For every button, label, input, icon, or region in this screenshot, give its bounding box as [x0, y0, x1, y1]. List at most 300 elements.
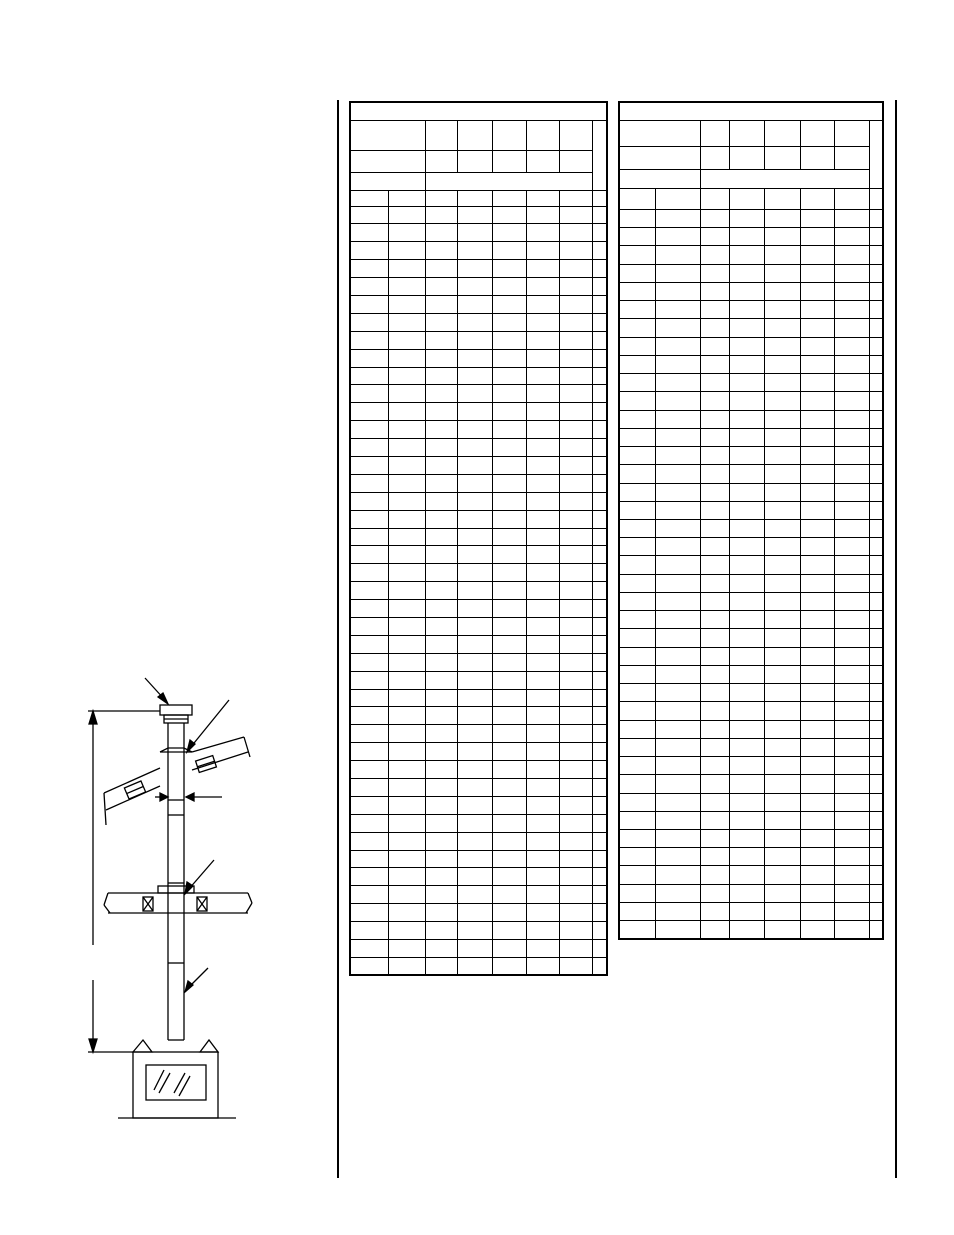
table-cell	[492, 868, 526, 886]
table-cell	[592, 206, 607, 224]
table-cell	[425, 922, 457, 940]
table-cell	[655, 210, 700, 228]
table-row	[350, 492, 607, 510]
table-cell	[425, 940, 457, 958]
table-row	[350, 940, 607, 958]
table-cell	[619, 264, 655, 282]
table-cell	[619, 775, 655, 793]
table-cell	[700, 538, 729, 556]
table-cell	[619, 629, 655, 647]
table-cell	[457, 743, 492, 761]
table-cell	[592, 904, 607, 922]
table-cell	[729, 702, 764, 720]
table-cell	[388, 689, 425, 707]
table-cell	[655, 374, 700, 392]
table-cell	[764, 592, 800, 610]
table-cell	[492, 331, 526, 349]
table-row	[350, 617, 607, 635]
table-cell	[800, 210, 834, 228]
table-row	[619, 684, 883, 702]
table-header-cell	[526, 150, 559, 172]
table-row	[619, 921, 883, 939]
table-cell	[700, 921, 729, 939]
table-header-cell	[800, 121, 834, 146]
table-cell	[526, 707, 559, 725]
table-cell	[457, 403, 492, 421]
table-cell	[457, 707, 492, 725]
table-row	[350, 331, 607, 349]
table-cell	[700, 757, 729, 775]
table-cell	[700, 574, 729, 592]
table-cell	[800, 501, 834, 519]
table-cell	[425, 439, 457, 457]
table-cell	[869, 574, 883, 592]
column-header	[800, 188, 834, 209]
table-cell	[619, 829, 655, 847]
table-cell	[729, 665, 764, 683]
table-row	[350, 796, 607, 814]
table-cell	[700, 902, 729, 920]
table-cell	[729, 884, 764, 902]
table-cell	[619, 374, 655, 392]
table-cell	[492, 671, 526, 689]
table-cell	[492, 617, 526, 635]
table-cell	[700, 738, 729, 756]
table-row	[350, 635, 607, 653]
table-cell	[869, 592, 883, 610]
table-cell	[834, 702, 869, 720]
table-cell	[729, 282, 764, 300]
table-cell	[834, 647, 869, 665]
table-header-cell	[764, 121, 800, 146]
table-row	[619, 337, 883, 355]
table-cell	[388, 385, 425, 403]
table-cell	[834, 210, 869, 228]
table-cell	[800, 793, 834, 811]
table-row	[619, 611, 883, 629]
table-cell	[869, 301, 883, 319]
table-cell	[350, 832, 388, 850]
table-cell	[764, 921, 800, 939]
table-row	[350, 957, 607, 975]
table-cell	[700, 282, 729, 300]
table-cell	[425, 600, 457, 618]
table-cell	[764, 210, 800, 228]
fireplace-unit	[118, 1040, 236, 1118]
table-header-cell	[425, 172, 592, 190]
table-cell	[350, 671, 388, 689]
table-cell	[655, 702, 700, 720]
table-cell	[492, 653, 526, 671]
table-cell	[492, 224, 526, 242]
table-cell	[834, 301, 869, 319]
table-cell	[700, 264, 729, 282]
table-cell	[425, 492, 457, 510]
table-row	[619, 355, 883, 373]
table-cell	[388, 940, 425, 958]
table-header-cell	[619, 146, 700, 169]
table-cell	[869, 629, 883, 647]
table-cell	[559, 278, 592, 296]
table-cell	[388, 582, 425, 600]
table-cell	[800, 775, 834, 793]
table-cell	[619, 355, 655, 373]
table-cell	[492, 278, 526, 296]
column-header	[425, 190, 457, 206]
table-cell	[729, 392, 764, 410]
table-cell	[457, 886, 492, 904]
table-cell	[492, 707, 526, 725]
table-cell	[350, 653, 388, 671]
table-row	[619, 246, 883, 264]
table-cell	[655, 228, 700, 246]
table-cell	[619, 592, 655, 610]
table-cell	[526, 796, 559, 814]
table-cell	[592, 439, 607, 457]
table-cell	[619, 483, 655, 501]
table-cell	[800, 592, 834, 610]
table-cell	[492, 510, 526, 528]
table-cell	[350, 940, 388, 958]
table-cell	[526, 600, 559, 618]
table-cell	[655, 829, 700, 847]
table-cell	[388, 868, 425, 886]
table-cell	[559, 242, 592, 260]
table-cell	[655, 775, 700, 793]
table-cell	[559, 331, 592, 349]
table-cell	[526, 421, 559, 439]
table-cell	[388, 439, 425, 457]
table-cell	[492, 600, 526, 618]
table-cell	[388, 278, 425, 296]
table-cell	[655, 337, 700, 355]
table-cell	[764, 447, 800, 465]
table-cell	[350, 510, 388, 528]
table-cell	[729, 483, 764, 501]
table-cell	[492, 349, 526, 367]
table-cell	[869, 611, 883, 629]
table-cell	[350, 546, 388, 564]
table-cell	[425, 779, 457, 797]
table-cell	[592, 940, 607, 958]
table-row	[619, 757, 883, 775]
table-cell	[425, 868, 457, 886]
table-cell	[388, 957, 425, 975]
table-cell	[559, 439, 592, 457]
table-cell	[800, 848, 834, 866]
table-cell	[834, 866, 869, 884]
table-cell	[592, 492, 607, 510]
table-cell	[526, 850, 559, 868]
table-cell	[526, 546, 559, 564]
table-cell	[800, 282, 834, 300]
table-cell	[388, 904, 425, 922]
table-cell	[350, 600, 388, 618]
table-cell	[834, 793, 869, 811]
table-row	[350, 832, 607, 850]
table-cell	[425, 743, 457, 761]
column-header	[655, 188, 700, 209]
table-row	[350, 439, 607, 457]
table-cell	[619, 501, 655, 519]
table-cell	[834, 574, 869, 592]
table-cell	[800, 921, 834, 939]
table-cell	[800, 483, 834, 501]
table-cell	[559, 850, 592, 868]
table-cell	[700, 848, 729, 866]
table-cell	[457, 725, 492, 743]
table-header-cell	[800, 146, 834, 169]
table-cell	[559, 295, 592, 313]
table-cell	[869, 921, 883, 939]
table-cell	[869, 483, 883, 501]
table-header-cell	[457, 120, 492, 150]
table-cell	[526, 456, 559, 474]
table-cell	[592, 850, 607, 868]
table-cell	[700, 228, 729, 246]
table-cell	[655, 282, 700, 300]
table-cell	[592, 886, 607, 904]
table-cell	[834, 592, 869, 610]
table-cell	[592, 922, 607, 940]
table-row	[350, 600, 607, 618]
table-cell	[457, 957, 492, 975]
table-cell	[526, 278, 559, 296]
table-header-cell	[457, 150, 492, 172]
table-cell	[729, 519, 764, 537]
table-cell	[350, 385, 388, 403]
table-cell	[425, 313, 457, 331]
table-cell	[457, 796, 492, 814]
table-cell	[700, 301, 729, 319]
table-row	[350, 456, 607, 474]
table-cell	[729, 428, 764, 446]
table-cell	[655, 501, 700, 519]
table-cell	[559, 779, 592, 797]
table-cell	[526, 385, 559, 403]
column-header	[388, 190, 425, 206]
table-row	[619, 447, 883, 465]
table-row	[350, 814, 607, 832]
table-cell	[592, 421, 607, 439]
table-cell	[592, 957, 607, 975]
table-cell	[350, 582, 388, 600]
table-cell	[764, 647, 800, 665]
table-cell	[619, 228, 655, 246]
table-header-cell	[834, 146, 869, 169]
table-cell	[764, 738, 800, 756]
table-cell	[350, 779, 388, 797]
table-cell	[729, 793, 764, 811]
table-cell	[834, 757, 869, 775]
table-cell	[800, 392, 834, 410]
table-cell	[700, 428, 729, 446]
table-row	[619, 556, 883, 574]
table-cell	[619, 410, 655, 428]
table-cell	[592, 510, 607, 528]
table-row	[350, 349, 607, 367]
table-cell	[834, 319, 869, 337]
table-cell	[388, 546, 425, 564]
table-row	[350, 224, 607, 242]
table-cell	[592, 617, 607, 635]
table-cell	[834, 665, 869, 683]
table-cell	[559, 922, 592, 940]
table-title	[350, 102, 607, 120]
table-cell	[457, 331, 492, 349]
table-cell	[655, 720, 700, 738]
table-cell	[350, 796, 388, 814]
table-cell	[388, 796, 425, 814]
table-cell	[764, 556, 800, 574]
table-cell	[350, 957, 388, 975]
table-cell	[592, 671, 607, 689]
table-cell	[350, 868, 388, 886]
table-cell	[350, 439, 388, 457]
table-cell	[425, 850, 457, 868]
table-cell	[492, 528, 526, 546]
table-cell	[457, 349, 492, 367]
table-cell	[655, 902, 700, 920]
table-row	[350, 546, 607, 564]
table-cell	[800, 319, 834, 337]
table-cell	[700, 374, 729, 392]
table-cell	[800, 829, 834, 847]
table-cell	[655, 392, 700, 410]
table-cell	[526, 564, 559, 582]
table-cell	[388, 367, 425, 385]
table-cell	[834, 538, 869, 556]
table-row	[619, 629, 883, 647]
table-cell	[592, 456, 607, 474]
table-cell	[800, 902, 834, 920]
table-cell	[592, 814, 607, 832]
table-cell	[388, 421, 425, 439]
table-cell	[729, 319, 764, 337]
table-row	[619, 282, 883, 300]
table-cell	[869, 355, 883, 373]
table-cell	[492, 796, 526, 814]
table-cell	[764, 811, 800, 829]
table-cell	[457, 313, 492, 331]
table-row	[350, 403, 607, 421]
table-cell	[457, 278, 492, 296]
table-cell	[457, 922, 492, 940]
table-cell	[700, 866, 729, 884]
table-cell	[869, 538, 883, 556]
table-row	[619, 483, 883, 501]
table-row	[619, 738, 883, 756]
table-cell	[492, 940, 526, 958]
table-cell	[526, 635, 559, 653]
table-cell	[559, 671, 592, 689]
table-cell	[592, 546, 607, 564]
table-cell	[526, 403, 559, 421]
table-cell	[492, 779, 526, 797]
table-cell	[492, 850, 526, 868]
table-cell	[492, 439, 526, 457]
table-cell	[388, 313, 425, 331]
table-cell	[559, 886, 592, 904]
table-cell	[526, 528, 559, 546]
table-cell	[834, 884, 869, 902]
table-row	[619, 574, 883, 592]
table-cell	[834, 447, 869, 465]
table-cell	[834, 775, 869, 793]
table-cell	[592, 367, 607, 385]
table-cell	[800, 301, 834, 319]
table-cell	[834, 246, 869, 264]
table-cell	[425, 224, 457, 242]
table-cell	[526, 349, 559, 367]
table-cell	[619, 246, 655, 264]
table-cell	[492, 295, 526, 313]
table-header-cell	[619, 169, 700, 188]
table-cell	[764, 884, 800, 902]
table-header-cell	[592, 120, 607, 190]
table-cell	[764, 355, 800, 373]
table-cell	[700, 684, 729, 702]
table-cell	[526, 206, 559, 224]
table-cell	[526, 689, 559, 707]
table-cell	[592, 474, 607, 492]
table-cell	[800, 228, 834, 246]
table-cell	[729, 355, 764, 373]
table-cell	[655, 574, 700, 592]
table-cell	[350, 707, 388, 725]
table-cell	[526, 331, 559, 349]
table-cell	[425, 564, 457, 582]
table-cell	[764, 902, 800, 920]
table-cell	[526, 242, 559, 260]
table-cell	[800, 246, 834, 264]
table-cell	[526, 868, 559, 886]
table-row	[619, 210, 883, 228]
table-cell	[559, 385, 592, 403]
table-cell	[592, 278, 607, 296]
table-row	[619, 775, 883, 793]
table-cell	[764, 757, 800, 775]
table-cell	[350, 242, 388, 260]
table-cell	[592, 725, 607, 743]
table-cell	[700, 483, 729, 501]
table-cell	[655, 629, 700, 647]
table-cell	[350, 528, 388, 546]
table-cell	[526, 725, 559, 743]
table-cell	[425, 206, 457, 224]
table-cell	[526, 779, 559, 797]
table-cell	[834, 519, 869, 537]
table-cell	[800, 720, 834, 738]
table-cell	[592, 295, 607, 313]
table-cell	[425, 242, 457, 260]
table-cell	[869, 246, 883, 264]
table-cell	[869, 501, 883, 519]
table-cell	[350, 617, 388, 635]
table-cell	[388, 671, 425, 689]
table-cell	[350, 725, 388, 743]
table-cell	[619, 337, 655, 355]
table-cell	[388, 242, 425, 260]
table-header-cell	[425, 120, 457, 150]
table-cell	[729, 738, 764, 756]
table-cell	[764, 702, 800, 720]
table-cell	[526, 761, 559, 779]
table-cell	[729, 556, 764, 574]
table-cell	[655, 246, 700, 264]
table-cell	[655, 665, 700, 683]
table-cell	[655, 866, 700, 884]
